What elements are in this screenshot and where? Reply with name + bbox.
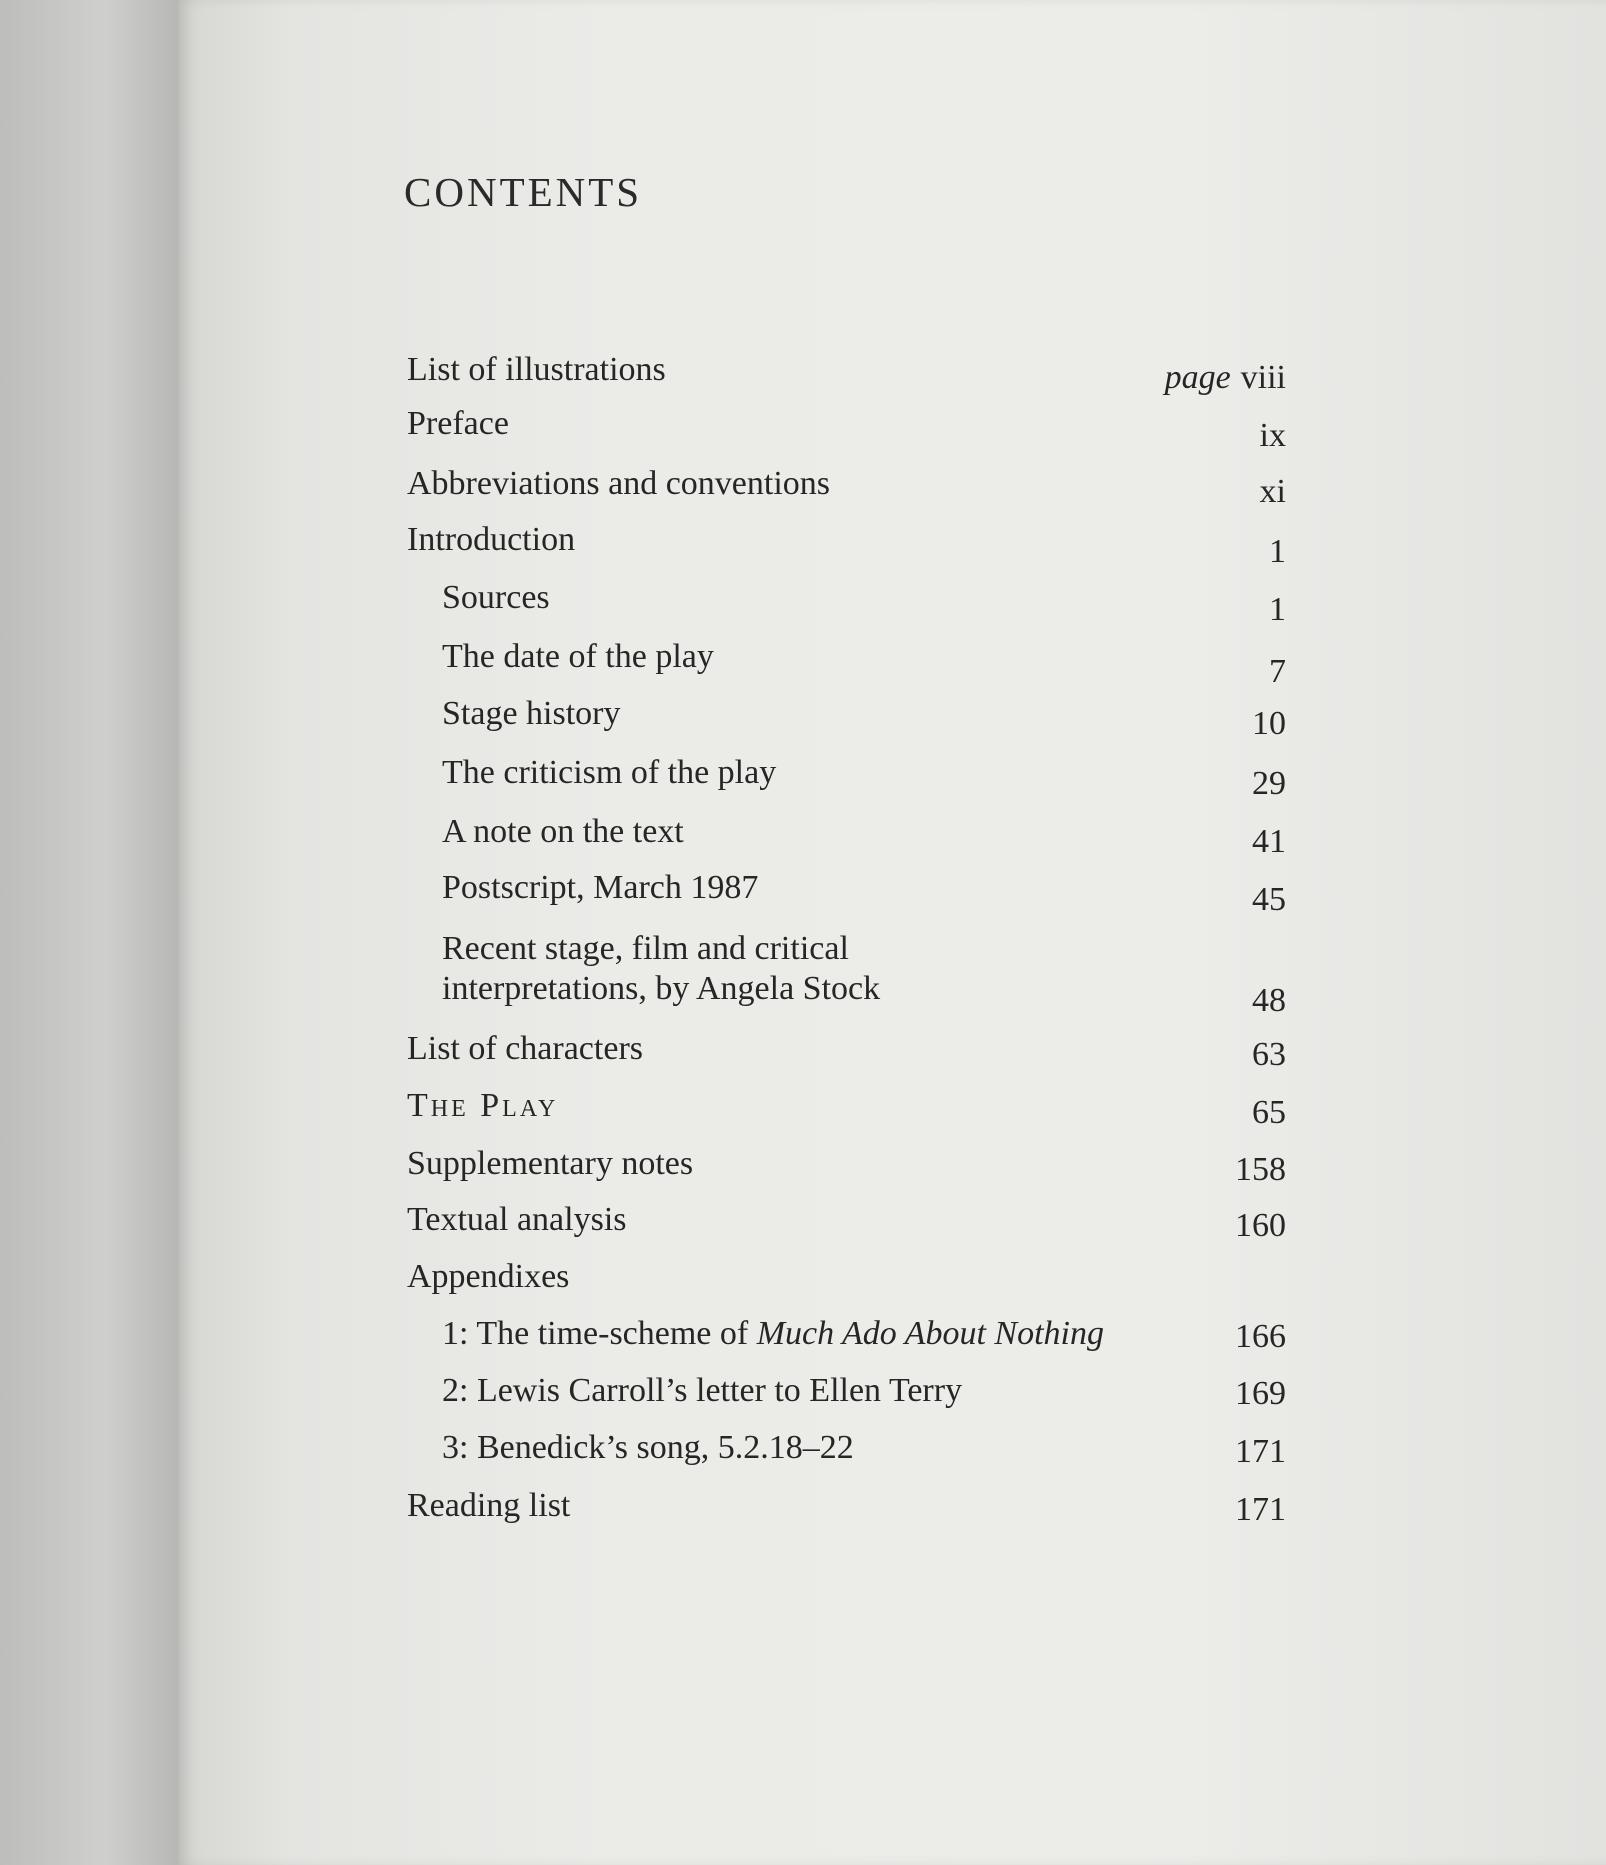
toc-page-number: 29	[1252, 765, 1286, 802]
toc-label: Reading list	[407, 1487, 571, 1524]
toc-label: Postscript, March 1987	[442, 869, 759, 906]
toc-label: List of illustrations	[407, 351, 666, 388]
toc-label: A note on the text	[442, 813, 684, 850]
toc-label: 2: Lewis Carroll’s letter to Ellen Terry	[442, 1372, 963, 1409]
toc-page-number: 158	[1235, 1151, 1286, 1188]
page-word: page	[1164, 359, 1231, 396]
toc-page-number: 48	[1252, 982, 1286, 1019]
toc-page-number: 1	[1269, 533, 1286, 570]
toc-page-number	[1165, 358, 1286, 398]
toc-label: The date of the play	[442, 638, 714, 675]
toc-label: Appendixes	[407, 1258, 570, 1295]
toc-page-number: 7	[1269, 653, 1286, 690]
toc-page-number: 10	[1252, 705, 1286, 742]
toc-label-line: Recent stage, film and critical	[442, 930, 849, 967]
toc-label	[442, 1314, 1104, 1354]
toc-label: Supplementary notes	[407, 1145, 694, 1182]
toc-label: The criticism of the play	[442, 754, 777, 791]
toc-label: Stage history	[442, 695, 621, 732]
toc-page-number: 63	[1252, 1036, 1286, 1073]
toc-page-number: 169	[1235, 1375, 1286, 1412]
toc-page-value: viii	[1240, 359, 1286, 396]
toc-label-line: interpretations, by Angela Stock	[442, 970, 881, 1007]
toc-label: List of characters	[407, 1030, 643, 1067]
book-page	[178, 0, 1606, 1865]
toc-label: The Play	[407, 1087, 559, 1124]
toc-page-number: 171	[1235, 1433, 1286, 1470]
toc-label: Abbreviations and conventions	[407, 465, 831, 502]
toc-page-number: 65	[1252, 1094, 1286, 1131]
toc-label: Preface	[407, 405, 509, 442]
toc-label-title: Much Ado About Nothing	[756, 1315, 1104, 1352]
toc-label-multiline	[442, 929, 880, 1009]
toc-page-number: xi	[1259, 473, 1286, 510]
page-title: CONTENTS	[404, 169, 643, 215]
toc-page-number: 1	[1269, 591, 1286, 628]
toc-page-number: 171	[1235, 1491, 1286, 1528]
toc-page-number: 41	[1252, 823, 1286, 860]
toc-label-prefix: 1: The time-scheme of	[442, 1315, 757, 1352]
toc-label: Introduction	[407, 521, 576, 558]
toc-label: 3: Benedick’s song, 5.2.18–22	[442, 1429, 854, 1466]
toc-page-number: 45	[1252, 881, 1286, 918]
toc-page-number: 166	[1235, 1318, 1286, 1355]
toc-label: Textual analysis	[407, 1201, 627, 1238]
toc-page-number: 160	[1235, 1207, 1286, 1244]
toc-label: Sources	[442, 579, 550, 616]
book-gutter	[0, 0, 190, 1865]
toc-page-number: ix	[1259, 417, 1286, 454]
